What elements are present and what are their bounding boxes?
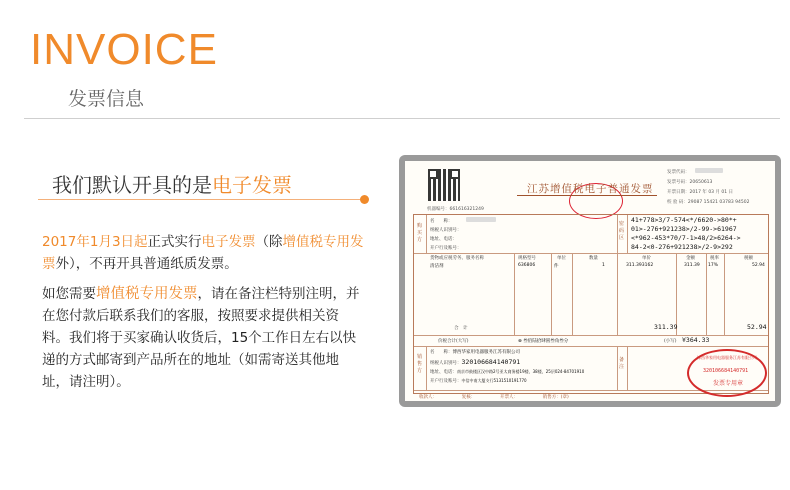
item-rate: 17% [708, 263, 719, 268]
total-amount: 311.39 [654, 323, 678, 331]
heading-highlight: 电子发票 [212, 173, 292, 197]
page-subtitle: 发票信息 [68, 88, 145, 110]
cipher-label: 密码区 [619, 221, 625, 241]
heading-underline [38, 199, 360, 200]
item-price: 311.393162 [626, 263, 654, 268]
column-tax: 税额 [744, 256, 753, 261]
item-amount: 311.39 [684, 263, 700, 268]
column-spec: 规格型号 [518, 256, 536, 261]
item-tax: 52.94 [752, 263, 765, 268]
column-qty: 数量 [589, 256, 598, 261]
e-invoice-highlight: 电子发票 [201, 234, 256, 250]
column-item: 货物或应税劳务、服务名称 [430, 256, 484, 261]
title-underline [517, 195, 657, 196]
seller-label: 销售方 [417, 354, 423, 374]
header-divider [24, 118, 780, 119]
seal-code: 320106684140791 [703, 368, 749, 374]
invoice-title: 江苏增值税电子普通发票 [527, 183, 654, 195]
seal-company: 博西华家用电器服务江苏有限公司 [697, 355, 757, 360]
vat-invoice-highlight: 增值税专用发票 [42, 234, 364, 272]
item-name: 清洁剂 [430, 264, 444, 269]
text: （除 [255, 234, 283, 250]
section-heading [52, 169, 292, 198]
note-label: 备注 [619, 357, 625, 370]
seal-type: 发票专用章 [713, 380, 744, 387]
qr-code-icon [428, 169, 460, 201]
buyer-label: 购买方 [417, 223, 423, 243]
footer-signatures: 收款人： 复核： 开票人： 销售方：(章) [419, 395, 569, 400]
text: 如您需要 [42, 286, 96, 302]
column-rate: 税率 [710, 256, 719, 261]
seller-tax: 纳税人识别号：320106684140791 [430, 358, 521, 366]
column-price: 单价 [642, 256, 651, 261]
check-code: 校 验 码：29087 15421 03783 94502 [667, 200, 750, 205]
vat-invoice-highlight: 增值税专用发票 [96, 286, 198, 302]
invoice-seal-icon [687, 349, 767, 397]
invoice-code: 发票代码： [667, 170, 690, 175]
paragraph-e-invoice [42, 231, 364, 275]
buyer-name-label: 名 称： [430, 219, 453, 224]
total-label: 合 计 [454, 326, 468, 331]
invoice-date: 开票日期：2017 年 03 月 01 日 [667, 190, 734, 195]
paragraph-vat-instructions [42, 283, 364, 393]
heading-text: 我们默认开具的是 [52, 173, 212, 197]
seller-name: 名 称：博西华家用电器服务江苏有限公司 [430, 350, 520, 355]
invoice-image-frame [399, 155, 781, 407]
buyer-bank-label: 开户行及账号： [430, 246, 462, 251]
buyer-addr-label: 地址、电话： [430, 237, 457, 242]
machine-no: 机器编号：661616321249 [427, 207, 484, 212]
total-tax: 52.94 [747, 323, 767, 331]
date-highlight: 2017年1月3日起 [42, 234, 148, 250]
cipher-code: 41+778>3/7-574<*/6620->80*+ 01>-276+921238>/2-99->61967 <*962-453*70/7-1>48/2>6264-> 84-2<0-276+921238>/2-9>292 [631, 216, 741, 251]
grand-total-amount: ¥364.33 [682, 336, 710, 344]
item-qty: 1 [602, 263, 605, 268]
page-title: INVOICE [30, 25, 218, 74]
text: ，请在备注栏特别注明，并在您付款后联系我们的客服，按照要求提供相关资料。我们将于买家确认收货后，15个工作日左右以快递的方式邮寄到产品所在的地址（如需寄送其他地址，请注明）。 [42, 286, 360, 390]
column-amount: 金额 [686, 256, 695, 261]
buyer-tax-label: 纳税人识别号： [430, 228, 462, 233]
item-spec: 636806 [518, 263, 536, 268]
heading-dot [360, 195, 369, 204]
grand-total-label: 价税合计(大写) [438, 339, 469, 344]
redacted-block [695, 168, 723, 173]
seller-addr: 地址、电话：南京市鼓楼区汉中路2号亚太商务楼19楼，38楼，25层024-84701910 [430, 369, 585, 375]
seller-bank: 开户行及账号：中信中南大厦支行5131510191770 [430, 378, 527, 384]
text: 外），不再开具普通纸质发票。 [55, 256, 238, 272]
grand-total-words: ⊗ 叁佰陆拾肆圆叁角叁分 [518, 339, 569, 344]
column-unit: 单位 [557, 256, 566, 261]
item-unit: 件 [554, 264, 559, 269]
invoice-number: 发票号码：20650613 [667, 180, 713, 185]
text: 正式实行 [147, 234, 202, 250]
invoice-image [405, 161, 775, 401]
grand-small-label: (小写) [664, 339, 677, 344]
